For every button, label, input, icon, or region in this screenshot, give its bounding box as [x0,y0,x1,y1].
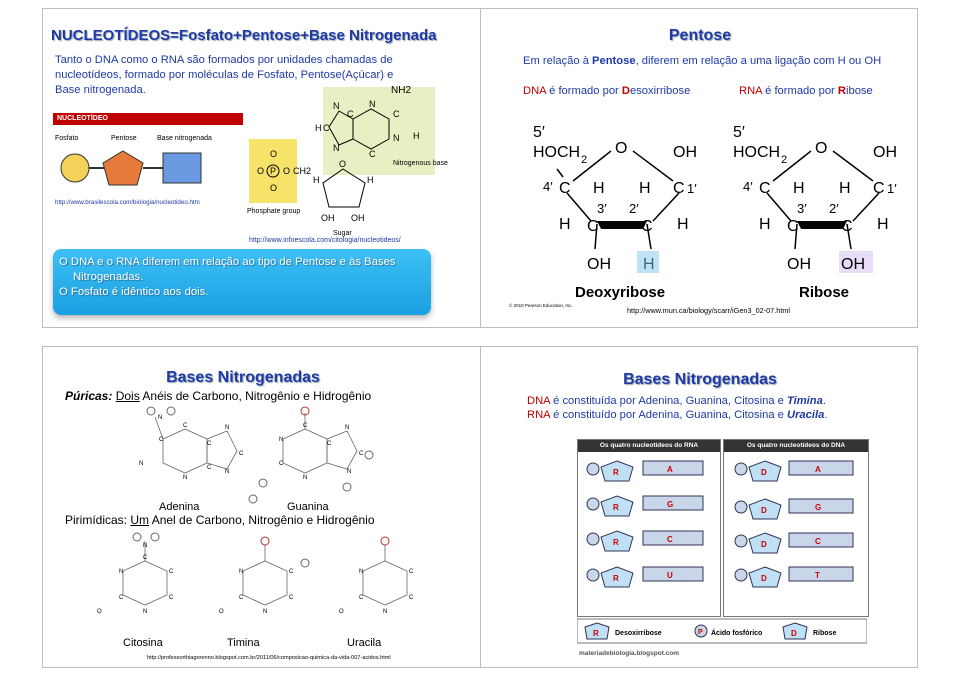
svg-text:O: O [339,159,347,169]
svg-text:N: N [347,469,352,475]
rna-sugar-3: R [613,538,619,547]
rna-sugar-4: R [613,574,619,583]
banner-label-base: Base nitrogenada [157,135,212,142]
slide1-title: NUCLEOTÍDEOS=Fosfato+Pentose+Base Nitrogenada [51,27,437,44]
svg-text:O: O [97,609,102,615]
legend-r-text: Desoxirribose [615,630,662,637]
intro-line-1: Tanto o DNA como o RNA são formados por unidades chamadas de [55,54,393,66]
cytosine-atoms [97,533,174,615]
svg-text:H: H [677,216,689,233]
dna-d: D [621,85,630,97]
svg-text:C: C [207,465,212,471]
svg-text:H: H [759,216,771,233]
adenina-label: Adenina [159,501,200,513]
legend [577,619,867,643]
rna-row-1 [587,461,703,481]
svg-text:N: N [239,569,244,575]
callout-line-1: O DNA e o RNA diferem em relação ao tipo de Pentose e às Bases [59,256,396,268]
rna-sugar-1: R [613,468,619,477]
dna-sugar-2: D [761,506,767,515]
svg-text:C: C [169,595,174,601]
sugar-label: Sugar [333,230,352,237]
svg-text:C: C [143,555,148,561]
puricas-label: Púricas: [65,389,113,403]
svg-text:1′: 1′ [887,181,897,196]
dna-bases-label: DNA [527,395,551,407]
slide2-title: Pentose [668,27,732,44]
svg-text:C: C [409,569,414,575]
nh2-label: NH2 [391,85,412,96]
banner-header: NUCLEOTÍDEO [53,113,243,125]
svg-text:5′: 5′ [533,124,545,141]
rna-base-1: A [667,465,673,474]
dna-row-2 [735,499,853,519]
rna-bases-label: RNA [527,409,551,421]
pirimidicas-rest: Anel de Carbono, Nitrogênio e Hidrogênio [149,513,375,527]
dna-sugar-3: D [761,540,767,549]
puricas-line [65,389,371,403]
banner-shapes [53,113,243,197]
dna-column-header: Os quatro nucleotídeos do DNA [724,440,868,452]
base-rect [163,153,201,183]
svg-text:H: H [593,180,605,197]
pirimidicas-label: Pirimídicas: [65,513,128,527]
svg-text:H: H [639,180,651,197]
svg-text:O: O [219,609,224,615]
svg-text:N: N [158,415,163,421]
svg-text:H: H [315,123,322,133]
svg-text:3′: 3′ [797,201,807,216]
svg-text:O: O [270,183,278,193]
svg-text:C: C [673,180,685,197]
puricas-rest: Anéis de Carbono, Nitrogênio e Hidrogênio [139,389,372,403]
phosphate-circle [61,154,89,182]
svg-text:H: H [413,131,420,141]
banner-label-pentose: Pentose [111,135,137,142]
ribose-atoms [733,124,897,273]
svg-text:N: N [119,569,124,575]
svg-text:C: C [759,180,771,197]
dna-base-2: G [815,503,822,512]
dna-bases-text: é constituída por Adenina, Guanina, Citosina e [550,395,787,407]
slide-nucleotideos [42,8,482,328]
svg-text:O: O [270,149,278,159]
svg-text:OH: OH [587,256,611,273]
citosina-label: Citosina [123,637,163,649]
svg-text:H: H [313,175,320,185]
rna-row-3 [587,531,703,551]
rna-row-4 [587,567,703,587]
svg-text:2: 2 [781,154,788,166]
slide4-title: Bases Nitrogenadas [623,371,777,388]
callout-line-2: Nitrogenadas. [73,271,144,283]
svg-text:N: N [369,99,376,109]
deoxyribose-name: Deoxyribose [575,284,666,301]
rna-label: RNA [739,85,763,97]
slide-bases-1 [42,346,482,668]
ribose-oh: OH [841,256,865,273]
svg-text:O: O [815,140,828,157]
svg-text:C: C [183,423,188,429]
guanine-structure [283,413,357,473]
svg-text:H: H [877,216,889,233]
pentose-pentagon [103,151,143,185]
svg-text:C: C [359,451,364,457]
svg-text:C: C [289,595,294,601]
slide-bases-2 [480,346,918,668]
svg-text:OH: OH [873,144,897,161]
svg-text:N: N [225,469,230,475]
slide3-title: Bases Nitrogenadas [166,369,320,386]
legend-p-text: Ácido fosfórico [711,630,763,637]
svg-text:HOCH: HOCH [733,144,781,161]
intro-pre: Em relação à [523,55,593,67]
dna-sugar-4: D [761,574,767,583]
svg-text:N: N [383,609,388,615]
guanina-label: Guanina [287,501,329,513]
intro-line-3: Base nitrogenada. [55,84,146,96]
svg-text:C: C [327,441,332,447]
svg-text:C: C [359,595,364,601]
nucleotide-structure [243,79,482,239]
slide-pentose [480,8,918,328]
legend-p: P [698,629,703,636]
svg-text:H: H [367,175,374,185]
dna-base-1: A [815,465,821,474]
rna-rest: ibose [845,85,873,97]
slide4-footer: materiadebiologia.blogspot.com [579,650,680,657]
svg-text:N: N [143,609,148,615]
source-infoescola[interactable]: http://www.infoescola.com/citologia/nucleotideos/ [249,237,401,244]
cytosine-structure [123,541,167,605]
svg-text:C: C [323,123,330,133]
svg-text:C: C [641,218,653,235]
svg-text:C: C [119,595,124,601]
rna-text: é formado por [762,85,838,97]
dna-row-1 [735,461,853,481]
svg-text:2′: 2′ [629,201,639,216]
phosphate-label: Phosphate group [247,208,301,215]
pearson-copyright: © 2010 Pearson Education, Inc. [509,303,573,308]
svg-text:1′: 1′ [687,181,697,196]
svg-text:O: O [615,140,628,157]
rna-base-3: C [667,535,673,544]
svg-text:C: C [239,595,244,601]
svg-text:C: C [559,180,571,197]
pirimidicas-um: Um [130,513,150,527]
dna-line [523,85,690,97]
svg-text:CH2: CH2 [293,166,312,176]
svg-text:N: N [143,543,148,549]
dna-base-3: C [815,537,821,546]
slide3-source[interactable]: http://professorthiagorenno.blogspot.com.br/2011/06/composicao-quimica-da-vida-007-acidos.html [147,655,391,661]
callout-text [59,255,396,300]
svg-text:3′: 3′ [597,201,607,216]
rna-bases-text: é constituído por Adenina, Guanina, Citosina e [550,409,787,421]
svg-text:C: C [207,441,212,447]
svg-text:C: C [409,595,414,601]
svg-text:C: C [289,569,294,575]
callout-line-3: O Fosfato é idêntico aos dois. [59,286,209,298]
svg-text:P: P [270,166,277,176]
svg-text:N: N [183,475,188,481]
uracila-label: Uracila [347,637,382,649]
deoxyribose-ring [557,151,679,249]
nucleotides-figure [577,439,867,661]
svg-text:N: N [225,425,230,431]
svg-text:C: C [841,218,853,235]
svg-text:C: C [393,109,400,119]
rna-line [739,85,873,97]
callout-box [53,249,431,315]
thymine-atoms [219,537,309,615]
svg-text:C: C [873,180,885,197]
intro-post: , diferem em relação a uma ligação com H ou OH [635,55,882,67]
svg-text:C: C [369,149,376,159]
uracil-structure [363,545,407,605]
svg-text:C: C [279,461,284,467]
dna-bases-timina: Timina [786,395,823,407]
pirimidicas-line [65,513,375,527]
svg-text:4′: 4′ [743,179,753,194]
intro-line-2: nucleotídeos, formado por moléculas de Fosfato, Pentose(Açúcar) e [55,69,394,81]
svg-text:C: C [159,437,164,443]
slide2-intro [523,55,881,67]
dna-rest: esoxirribose [629,85,691,97]
svg-text:C: C [787,218,799,235]
svg-text:OH: OH [673,144,697,161]
svg-text:O: O [257,166,265,176]
svg-text:N: N [359,569,364,575]
svg-text:N: N [345,425,350,431]
banner-label-fosfato: Fosfato [55,135,79,142]
svg-text:HOCH: HOCH [533,144,581,161]
svg-text:OH: OH [351,213,365,223]
intro-bold: Pentose [592,55,636,67]
svg-text:2′: 2′ [829,201,839,216]
svg-text:C: C [347,109,354,119]
ribose-bottom-edge [797,221,847,229]
dna-sugar-1: D [761,468,767,477]
svg-text:5′: 5′ [733,124,745,141]
svg-text:N: N [333,143,340,153]
uracil-atoms [339,537,414,615]
slide2-source: http://www.mun.ca/biology/scarr/iGen3_02-07.html [627,306,791,315]
dna-text: é formado por [546,85,622,97]
puricas-dois: Dois [115,389,140,403]
svg-text:C: C [239,451,244,457]
svg-text:N: N [263,609,268,615]
rna-bases-line: RNA é constituído por Adenina, Guanina, Citosina e Uracila. [527,409,828,421]
svg-text:C: C [303,423,308,429]
legend-r: R [593,629,599,638]
ribose-name: Ribose [799,284,850,301]
legend-d-text: Ribose [813,630,837,637]
dna-bases-line: DNA é constituída por Adenina, Guanina, Citosina e Timina. [527,395,826,407]
deoxyribose-bottom-edge [597,221,647,229]
deoxyribose-atoms [533,124,697,273]
source-brasilescola[interactable]: http://www.brasilescola.com/biologia/nucleotideo.htm [55,199,200,206]
svg-text:N: N [139,461,144,467]
rna-r: R [837,85,846,97]
svg-text:4′: 4′ [543,179,553,194]
thymine-structure [243,545,287,605]
rna-sugar-2: R [613,503,619,512]
rna-base-2: G [667,500,674,509]
svg-text:N: N [333,101,340,111]
svg-text:H: H [559,216,571,233]
rna-row-2 [587,496,703,516]
svg-text:N: N [279,437,284,443]
dna-base-4: T [815,571,820,580]
dna-row-3 [735,533,853,553]
svg-text:OH: OH [787,256,811,273]
svg-text:N: N [303,475,308,481]
dna-row-4 [735,567,853,587]
nucleotide-diagram [53,113,243,197]
nucleotide-rows [577,439,867,661]
svg-text:H: H [839,180,851,197]
svg-text:OH: OH [321,213,335,223]
svg-text:N: N [393,133,400,143]
svg-text:2: 2 [581,154,588,166]
rna-bases-uracila: Uracila [786,409,825,421]
svg-text:O: O [283,166,291,176]
deoxyribose-h-highlight [637,251,659,273]
svg-text:O: O [339,609,344,615]
legend-d: D [791,629,797,638]
base-label: Nitrogenous base [393,160,448,167]
svg-text:H: H [793,180,805,197]
timina-label: Timina [227,637,260,649]
rna-base-4: U [667,571,673,580]
svg-text:C: C [587,218,599,235]
purine-structures [103,403,403,515]
svg-text:C: C [169,569,174,575]
rna-column-header: Os quatro nucleotídeos do RNA [578,440,720,452]
pyrimidine-structures [87,531,467,635]
dna-label: DNA [523,85,547,97]
pentose-structures [481,109,918,328]
